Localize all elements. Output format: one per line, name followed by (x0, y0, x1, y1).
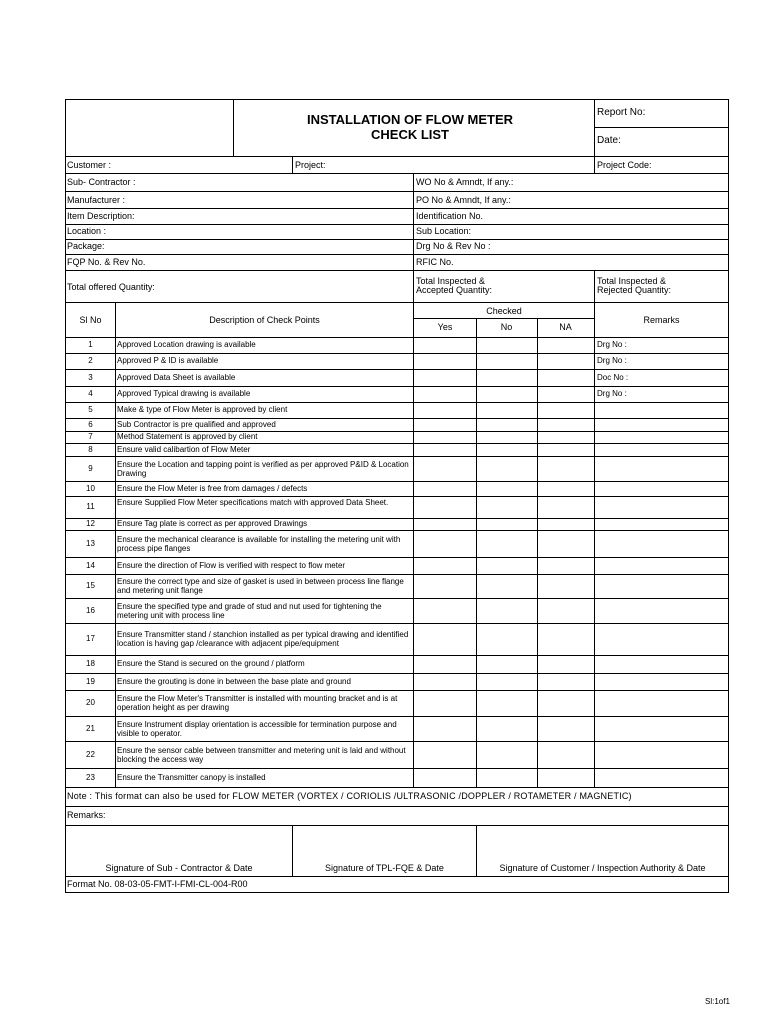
row-description: Approved P & ID is available (117, 356, 219, 365)
date-label: Date: (597, 135, 621, 146)
row-divider (65, 655, 729, 656)
row-description: Ensure the sensor cable between transmitter and metering unit is laid and without blocking the access way (117, 746, 406, 764)
row-description: Ensure the correct type and size of gasket is used in between process line flange and metering unit flange (117, 577, 404, 595)
sub-location-label: Sub Location: (416, 226, 472, 236)
row-description: Ensure Tag plate is correct as per approved Drawings (117, 519, 308, 528)
row-number: 10 (86, 484, 95, 493)
row-number: 6 (88, 420, 93, 429)
row-description: Approved Data Sheet is available (117, 373, 236, 382)
frame-top (65, 99, 729, 100)
row-number: 2 (88, 356, 93, 365)
row-remark: Drg No : (597, 389, 627, 398)
manufacturer-label: Manufacturer : (67, 195, 126, 205)
row-description: Ensure valid calibartion of Flow Meter (117, 445, 251, 454)
signature-subcontractor: Signature of Sub - Contractor & Date (105, 863, 253, 873)
row-number: 18 (86, 659, 95, 668)
col-description: Description of Check Points (209, 315, 320, 325)
row-divider (65, 623, 729, 624)
row-number: 12 (86, 519, 95, 528)
rfic-no-label: RFIC No. (416, 257, 454, 267)
signature-customer: Signature of Customer / Inspection Authority & Date (499, 863, 706, 873)
row-description: Ensure Instrument display orientation is accessible for termination purpose and visible to operator. (117, 720, 397, 738)
row-number: 9 (88, 464, 93, 473)
row-number: 11 (86, 502, 95, 511)
sheet-number: Sl:1of1 (705, 997, 730, 1006)
report-no-label: Report No: (597, 107, 646, 118)
total-accepted-label: Total Inspected & Accepted Quantity: (416, 276, 493, 295)
frame-bottom (65, 892, 729, 893)
row-number: 21 (86, 724, 95, 733)
row-number: 1 (88, 340, 93, 349)
row-description: Approved Typical drawing is available (117, 389, 251, 398)
row-number: 15 (86, 581, 95, 590)
row-number: 7 (88, 432, 93, 441)
row-divider (65, 716, 729, 717)
package-label: Package: (67, 241, 105, 251)
row-divider (65, 768, 729, 769)
row-divider (65, 741, 729, 742)
row-description: Sub Contractor is pre qualified and approved (117, 420, 276, 429)
row-description: Ensure Supplied Flow Meter specifications match with approved Data Sheet. (117, 498, 389, 507)
row-number: 23 (86, 773, 95, 782)
row-divider (65, 418, 729, 419)
row-divider (65, 690, 729, 691)
row-number: 4 (88, 389, 93, 398)
row-description: Ensure the Flow Meter's Transmitter is installed with mounting bracket and is at operation height as per drawing (117, 694, 398, 712)
row-divider (65, 456, 729, 457)
sub-contractor-label: Sub- Contractor : (67, 177, 136, 187)
item-description-label: Item Description: (67, 211, 135, 221)
row-description: Approved Location drawing is available (117, 340, 256, 349)
form-title: INSTALLATION OF FLOW METER (306, 112, 514, 127)
total-rejected-label: Total Inspected & Rejected Quantity: (597, 276, 672, 295)
row-number: 16 (86, 606, 95, 615)
row-divider (65, 353, 729, 354)
row-description: Ensure the Transmitter canopy is installed (117, 773, 266, 782)
row-number: 3 (88, 373, 93, 382)
col-yes: Yes (437, 322, 453, 332)
remarks-label: Remarks: (67, 810, 106, 820)
col-na: NA (559, 322, 572, 332)
row-description: Ensure the grouting is done in between the base plate and ground (117, 677, 351, 686)
signature-tpl: Signature of TPL-FQE & Date (325, 863, 444, 873)
location-label: Location : (67, 226, 107, 236)
row-divider (65, 530, 729, 531)
row-divider (65, 598, 729, 599)
row-remark: Drg No : (597, 340, 627, 349)
row-divider (65, 673, 729, 674)
row-number: 17 (86, 634, 95, 643)
col-sl-no: Sl No (79, 315, 102, 325)
total-offered-label: Total offered Quantity: (67, 282, 155, 292)
row-number: 13 (86, 539, 95, 548)
row-description: Ensure the mechanical clearance is available for installing the metering unit with process pipe flanges (117, 535, 401, 553)
row-description: Ensure the Location and tapping point is verified as per approved P&ID & Location Drawing (117, 460, 409, 478)
wo-no-label: WO No & Amndt, If any.: (416, 177, 514, 187)
drg-no-label: Drg No & Rev No : (416, 241, 491, 251)
row-number: 20 (86, 698, 95, 707)
row-description: Ensure the Stand is secured on the ground / platform (117, 659, 305, 668)
row-divider (65, 386, 729, 387)
row-remark: Doc No : (597, 373, 629, 382)
row-description: Method Statement is approved by client (117, 432, 258, 441)
row-divider (65, 557, 729, 558)
identification-no-label: Identification No. (416, 211, 484, 221)
format-no: Format No. 08-03-05-FMT-I-FMI-CL-004-R00 (67, 879, 248, 889)
row-description: Ensure the Flow Meter is free from damages / defects (117, 484, 308, 493)
row-number: 5 (88, 405, 93, 414)
row-divider (65, 443, 729, 444)
col-remarks: Remarks (643, 315, 680, 325)
customer-label: Customer : (67, 160, 112, 170)
po-no-label: PO No & Amndt, If any.: (416, 195, 511, 205)
row-divider (65, 496, 729, 497)
row-divider (65, 369, 729, 370)
row-description: Ensure the specified type and grade of stud and nut used for tightening the metering unit with process line (117, 602, 382, 620)
row-divider (65, 402, 729, 403)
row-divider (65, 574, 729, 575)
row-number: 19 (86, 677, 95, 686)
project-label: Project: (295, 160, 326, 170)
col-no: No (500, 322, 513, 332)
row-description: Ensure Transmitter stand / stanchion installed as per typical drawing and identified location is having gap /clearance with adjacent pipe/equipment (117, 630, 409, 648)
row-number: 14 (86, 561, 95, 570)
row-divider (65, 481, 729, 482)
project-code-label: Project Code: (597, 160, 652, 170)
form-subtitle: CHECK LIST (371, 127, 449, 142)
col-checked: Checked (486, 306, 522, 316)
row-description: Ensure the direction of Flow is verified with respect to flow meter (117, 561, 346, 570)
row-number: 8 (88, 445, 93, 454)
note-text: Note : This format can also be used for FLOW METER (VORTEX / CORIOLIS /ULTRASONIC /DOPPLER / ROTAMETER / MAGNETIC) (67, 791, 632, 801)
row-description: Make & type of Flow Meter is approved by client (117, 405, 288, 414)
row-remark: Drg No : (597, 356, 627, 365)
fqp-no-label: FQP No. & Rev No. (67, 257, 146, 267)
row-number: 22 (86, 750, 95, 759)
